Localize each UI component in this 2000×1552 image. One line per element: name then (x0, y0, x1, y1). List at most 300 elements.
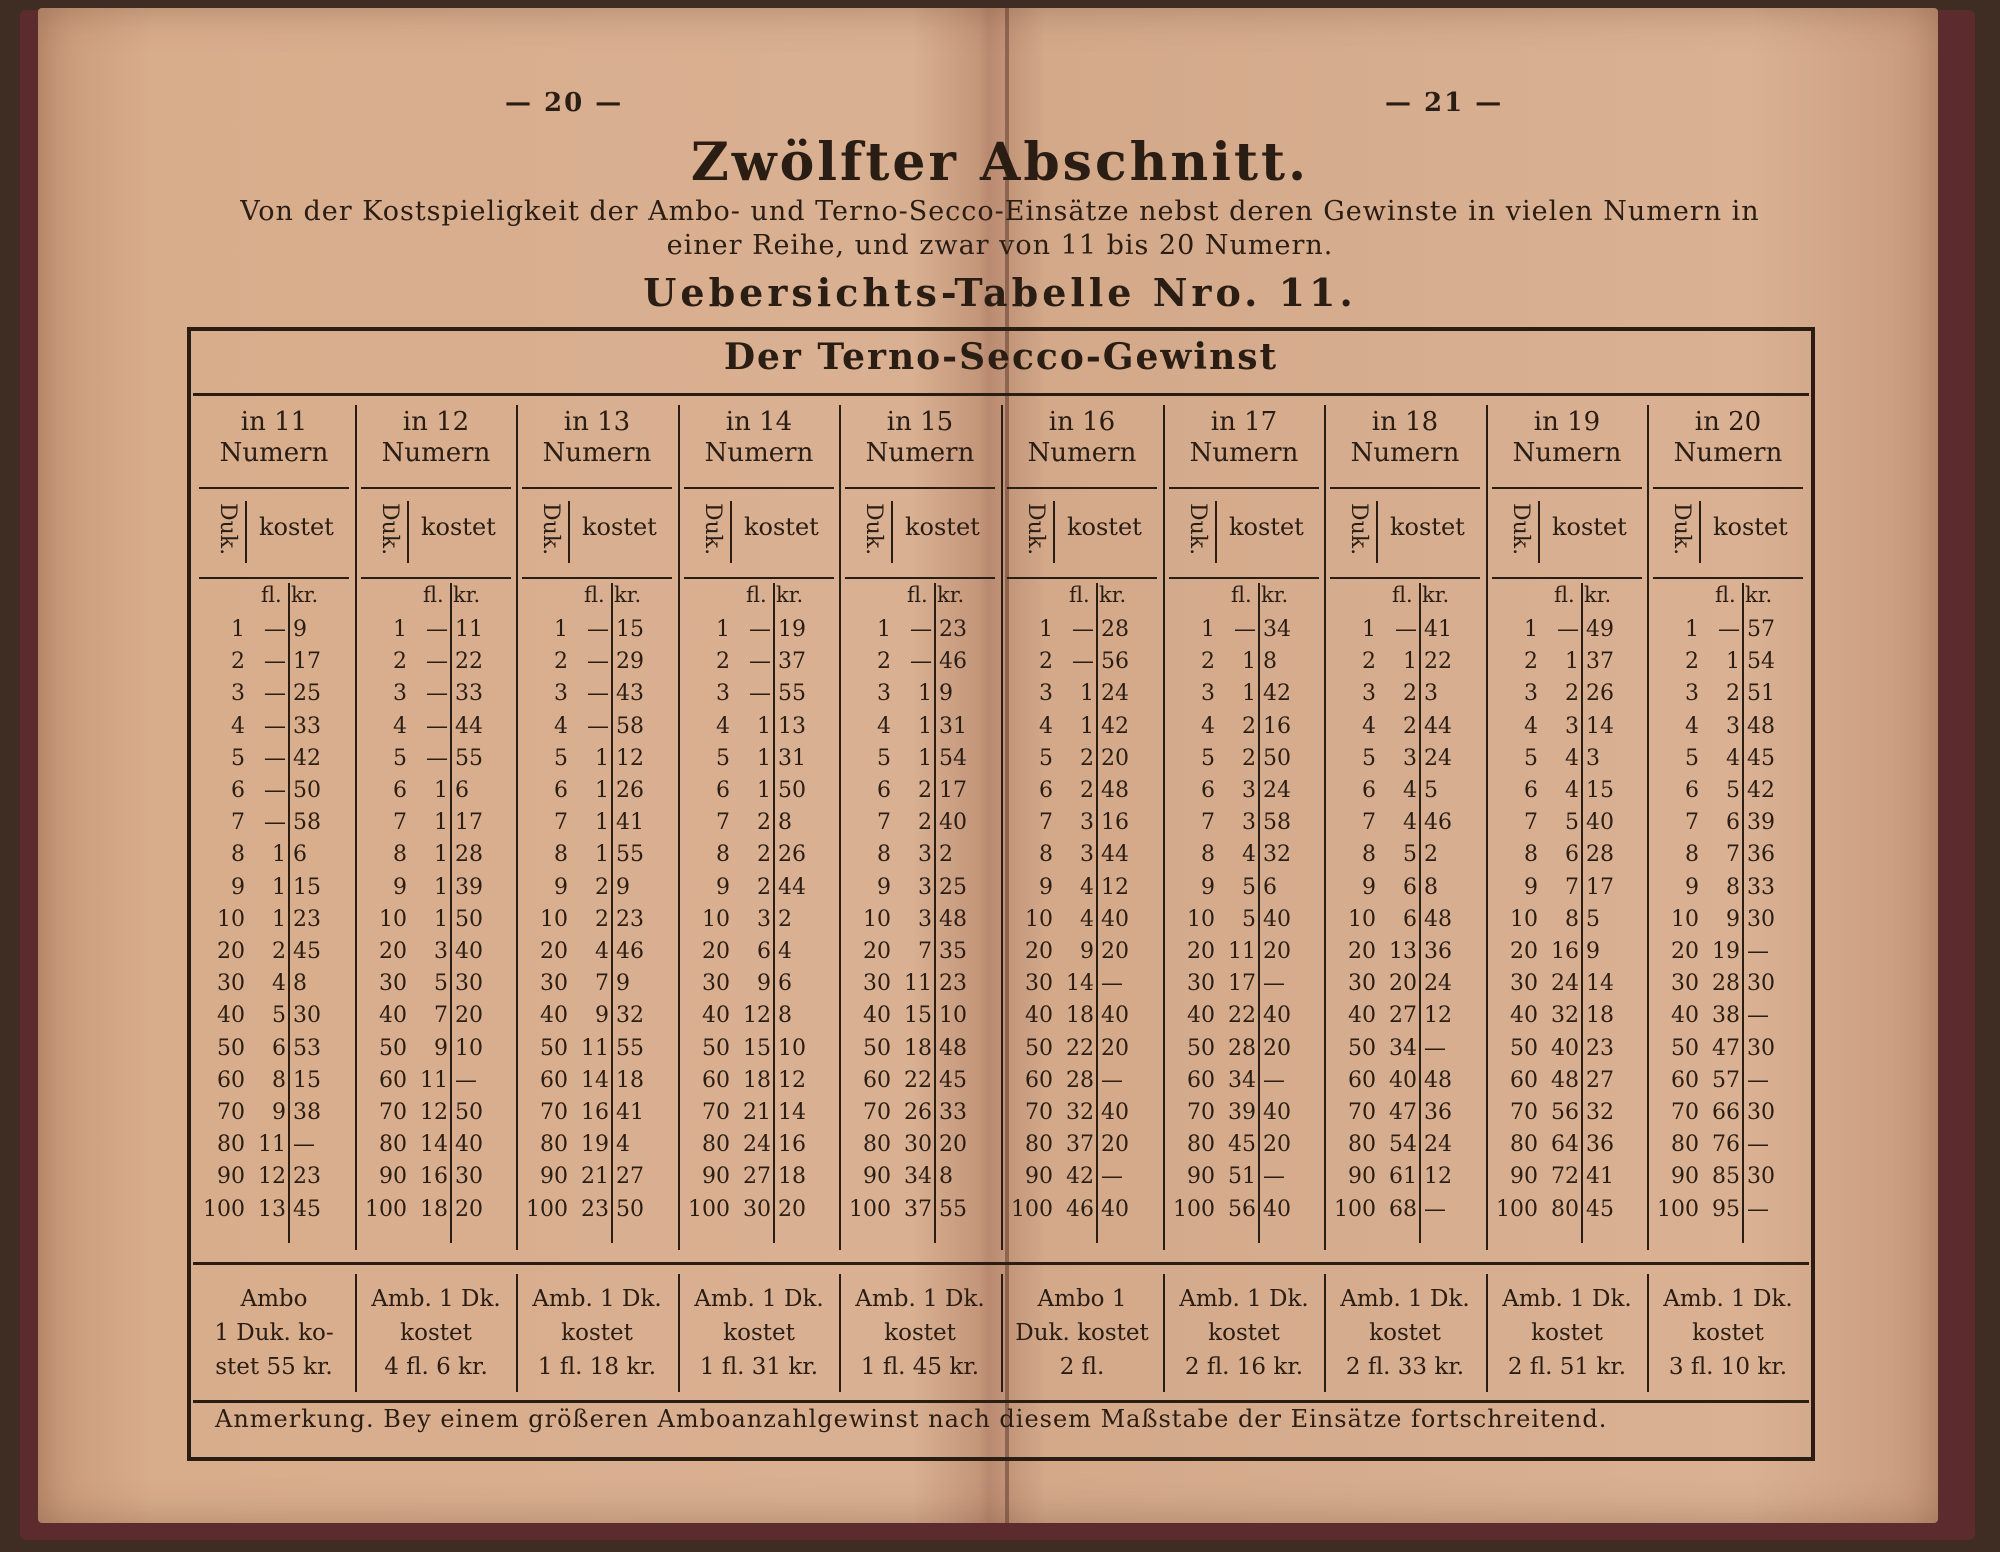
cost-kr: 41 (1424, 617, 1452, 642)
cost-fl: — (1072, 617, 1094, 642)
duk-count: 40 (863, 1003, 891, 1028)
duk-count: 80 (540, 1132, 568, 1157)
cost-fl: 3 (1080, 810, 1094, 835)
kostet-label: kostet (1390, 513, 1465, 541)
table-row (1647, 1036, 1809, 1068)
column-divider (1163, 405, 1165, 1250)
cost-fl: 11 (1228, 939, 1256, 964)
cost-fl: 2 (1242, 746, 1256, 771)
duk-count: 80 (1025, 1132, 1053, 1157)
duk-count: 20 (863, 939, 891, 964)
cost-fl: 13 (258, 1197, 286, 1222)
table-row (193, 810, 355, 842)
cost-kr: 50 (455, 1100, 483, 1125)
cost-fl: — (749, 617, 771, 642)
duk-count: 6 (877, 778, 891, 803)
table-row (839, 746, 1001, 778)
cost-kr: 43 (616, 681, 644, 706)
table-row (1163, 810, 1325, 842)
ambo-divider (355, 1274, 357, 1392)
subheader-divider (1699, 501, 1701, 563)
cost-fl: — (749, 681, 771, 706)
table-row (355, 1003, 517, 1035)
cost-fl: 1 (595, 778, 609, 803)
cost-kr: 48 (1747, 714, 1775, 739)
cost-kr: 11 (455, 617, 483, 642)
table-row (1324, 875, 1486, 907)
header-rule (1330, 487, 1480, 489)
subheader-divider (1215, 501, 1217, 563)
duk-count: 7 (1685, 810, 1699, 835)
column-header-line2: Numern (381, 438, 491, 468)
table-row (1486, 778, 1648, 810)
duk-count: 70 (217, 1100, 245, 1125)
table-column (1163, 405, 1325, 1250)
cost-fl: 1 (1242, 649, 1256, 674)
cost-kr: 20 (1101, 939, 1129, 964)
ambo-line: 2 fl. (1059, 1354, 1105, 1380)
cost-fl: 9 (1080, 939, 1094, 964)
duk-count: 30 (1510, 971, 1538, 996)
cost-fl: 56 (1228, 1197, 1256, 1222)
cost-fl: 1 (272, 875, 286, 900)
cost-kr: 55 (455, 746, 483, 771)
duk-count: 30 (863, 971, 891, 996)
duk-count: 30 (702, 971, 730, 996)
column-header (1486, 407, 1648, 469)
cost-kr: 12 (1424, 1164, 1452, 1189)
duk-count: 7 (716, 810, 730, 835)
duk-count: 10 (1187, 907, 1215, 932)
ambo-line: Amb. 1 Dk. (1179, 1286, 1309, 1312)
table-row (1163, 939, 1325, 971)
cost-fl: 7 (1726, 842, 1740, 867)
cost-kr: 45 (293, 1197, 321, 1222)
duk-count: 30 (217, 971, 245, 996)
cost-kr: 48 (939, 1036, 967, 1061)
duk-count: 70 (379, 1100, 407, 1125)
cost-fl: 40 (1551, 1036, 1579, 1061)
cost-fl: 9 (272, 1100, 286, 1125)
cost-fl: 11 (258, 1132, 286, 1157)
table-row (1001, 681, 1163, 713)
duk-count: 4 (1362, 714, 1376, 739)
cost-fl: 7 (434, 1003, 448, 1028)
duk-count: 1 (1524, 617, 1538, 642)
ambo-line: Amb. 1 Dk. (855, 1286, 985, 1312)
duk-count: 3 (393, 681, 407, 706)
cost-fl: 1 (918, 714, 932, 739)
cost-kr: 33 (293, 714, 321, 739)
table-column (355, 405, 517, 1250)
duk-count: 2 (1039, 649, 1053, 674)
ambo-line: Ambo 1 (1037, 1286, 1127, 1312)
ambo-divider (1001, 1274, 1003, 1392)
duk-count: 3 (1362, 681, 1376, 706)
cost-kr: 30 (293, 1003, 321, 1028)
kr-label: kr. (1584, 583, 1612, 607)
table-row (1001, 810, 1163, 842)
table-row (839, 907, 1001, 939)
cost-kr: 3 (1586, 746, 1600, 771)
duk-count: 90 (1510, 1164, 1538, 1189)
kr-label: kr. (776, 583, 804, 607)
header-rule (1653, 487, 1803, 489)
cost-fl: — (426, 617, 448, 642)
table-row (1001, 1003, 1163, 1035)
cost-fl: 54 (1389, 1132, 1417, 1157)
table-row (1324, 1036, 1486, 1068)
cost-kr: 30 (455, 971, 483, 996)
ambo-line: 2 fl. 16 kr. (1184, 1354, 1304, 1380)
column-header (193, 407, 355, 469)
table-row (1163, 1164, 1325, 1196)
ambo-line: Ambo (240, 1286, 308, 1312)
table-row (1001, 778, 1163, 810)
column-header-line2: Numern (1027, 438, 1137, 468)
subheader-rule (199, 577, 349, 579)
cost-kr: 20 (455, 1197, 483, 1222)
cost-kr: 9 (293, 617, 307, 642)
table-row (1486, 1197, 1648, 1229)
cost-fl: — (910, 649, 932, 674)
cost-kr: 55 (939, 1197, 967, 1222)
duk-count: 80 (379, 1132, 407, 1157)
duk-count: 30 (1187, 971, 1215, 996)
page-number-right: — 21 — (1385, 88, 1504, 118)
table-row (1324, 810, 1486, 842)
kostet-label: kostet (744, 513, 819, 541)
table-row (355, 1197, 517, 1229)
cost-fl: 2 (1403, 714, 1417, 739)
table-row (1163, 907, 1325, 939)
table-row (193, 746, 355, 778)
table-row (839, 971, 1001, 1003)
column-divider (1324, 405, 1326, 1250)
table-row (1324, 971, 1486, 1003)
ambo-cost-cell (1647, 1282, 1809, 1384)
duk-count: 9 (1524, 875, 1538, 900)
kostet-label: kostet (582, 513, 657, 541)
cost-fl: 8 (1726, 875, 1740, 900)
cost-fl: 14 (581, 1068, 609, 1093)
table-row (1163, 1100, 1325, 1132)
table-row (1486, 1036, 1648, 1068)
table-row (1001, 907, 1163, 939)
kr-label: kr. (453, 583, 481, 607)
table-row (678, 1132, 840, 1164)
cost-kr: 54 (1747, 649, 1775, 674)
cost-kr: 9 (1586, 939, 1600, 964)
duk-count: 4 (716, 714, 730, 739)
cost-fl: 17 (1228, 971, 1256, 996)
cost-fl: 11 (420, 1068, 448, 1093)
table-column (678, 405, 840, 1250)
cost-fl: 1 (434, 778, 448, 803)
cost-kr: 17 (293, 649, 321, 674)
section-title: Zwölfter Abschnitt. (690, 132, 1310, 193)
table-row (678, 649, 840, 681)
cost-kr: 31 (778, 746, 806, 771)
cost-kr: 14 (778, 1100, 806, 1125)
cost-kr: 6 (293, 842, 307, 867)
table-row (839, 1164, 1001, 1196)
cost-fl: 34 (1389, 1036, 1417, 1061)
cost-fl: 5 (1565, 810, 1579, 835)
cost-fl: 15 (904, 1003, 932, 1028)
cost-fl: — (264, 714, 286, 739)
cost-kr: 46 (616, 939, 644, 964)
cost-kr: 9 (939, 681, 953, 706)
cost-kr: 42 (1747, 778, 1775, 803)
cost-kr: 33 (939, 1100, 967, 1125)
table-row (516, 810, 678, 842)
cost-kr: 54 (939, 746, 967, 771)
table-row (678, 971, 840, 1003)
cost-kr: 15 (616, 617, 644, 642)
ambo-divider (1486, 1274, 1488, 1392)
table-column (1324, 405, 1486, 1250)
cost-fl: 51 (1228, 1164, 1256, 1189)
fl-label: fl. (746, 583, 767, 607)
cost-fl: 21 (581, 1164, 609, 1189)
table-row (839, 1068, 1001, 1100)
table-row (516, 971, 678, 1003)
duk-count: 1 (877, 617, 891, 642)
ambo-line: 1 fl. 45 kr. (860, 1354, 980, 1380)
ambo-line: stet 55 kr. (215, 1354, 333, 1380)
cost-kr: 31 (939, 714, 967, 739)
column-header-line1: in 15 (886, 407, 954, 437)
table-row (1324, 649, 1486, 681)
duk-count: 40 (540, 1003, 568, 1028)
cost-kr: — (1101, 1068, 1123, 1093)
table-row (355, 617, 517, 649)
ambo-line: Amb. 1 Dk. (1502, 1286, 1632, 1312)
cost-fl: — (1395, 617, 1417, 642)
column-header-line2: Numern (1512, 438, 1622, 468)
duk-count: 100 (203, 1197, 245, 1222)
table-row (1486, 875, 1648, 907)
table-row (1324, 907, 1486, 939)
duk-count: 10 (217, 907, 245, 932)
cost-kr: 50 (778, 778, 806, 803)
table-row (516, 746, 678, 778)
cost-fl: — (426, 681, 448, 706)
cost-fl: 4 (1403, 778, 1417, 803)
cost-kr: 12 (1424, 1003, 1452, 1028)
duk-count: 7 (1201, 810, 1215, 835)
cost-fl: — (264, 649, 286, 674)
cost-kr: 23 (293, 1164, 321, 1189)
duk-count: 6 (554, 778, 568, 803)
table-row (516, 778, 678, 810)
subheader-divider (568, 501, 570, 563)
duk-count: 5 (1362, 746, 1376, 771)
header-rule (1169, 487, 1319, 489)
cost-kr: 41 (616, 1100, 644, 1125)
cost-fl: 3 (918, 907, 932, 932)
cost-fl: 18 (1066, 1003, 1094, 1028)
cost-kr: 45 (939, 1068, 967, 1093)
cost-kr: 40 (1263, 1197, 1291, 1222)
cost-fl: 2 (1726, 681, 1740, 706)
cost-fl: 2 (1080, 778, 1094, 803)
kr-label: kr. (1422, 583, 1450, 607)
cost-kr: 26 (616, 778, 644, 803)
cost-kr: 5 (1424, 778, 1438, 803)
cost-kr: 40 (455, 939, 483, 964)
duk-count: 5 (1201, 746, 1215, 771)
duk-count: 8 (1039, 842, 1053, 867)
duk-count: 6 (231, 778, 245, 803)
table-row (678, 1068, 840, 1100)
cost-fl: 6 (1403, 907, 1417, 932)
duk-count: 4 (393, 714, 407, 739)
cost-kr: 40 (1101, 1197, 1129, 1222)
cost-fl: 19 (581, 1132, 609, 1157)
cost-fl: 9 (434, 1036, 448, 1061)
table-title: Uebersichts-Tabelle Nro. 11. (643, 270, 1357, 315)
cost-kr: 40 (939, 810, 967, 835)
table-row (355, 746, 517, 778)
duk-count: 2 (1362, 649, 1376, 674)
table-row (1486, 1068, 1648, 1100)
cost-kr: — (1424, 1036, 1446, 1061)
cost-fl: 3 (1242, 778, 1256, 803)
duk-count: 80 (1348, 1132, 1376, 1157)
cost-kr: 24 (1101, 681, 1129, 706)
duk-count: 2 (716, 649, 730, 674)
header-rule (1492, 487, 1642, 489)
ambo-divider (516, 1274, 518, 1392)
duk-count: 7 (1362, 810, 1376, 835)
duk-count: 2 (231, 649, 245, 674)
cost-fl: 1 (595, 810, 609, 835)
cost-fl: 9 (1726, 907, 1740, 932)
table-row (1647, 1068, 1809, 1100)
table-row (1163, 875, 1325, 907)
table-row (355, 939, 517, 971)
duk-count: 8 (231, 842, 245, 867)
cost-fl: 39 (1228, 1100, 1256, 1125)
duk-count: 5 (1039, 746, 1053, 771)
cost-kr: 42 (1263, 681, 1291, 706)
ambo-line: Amb. 1 Dk. (532, 1286, 662, 1312)
table-row (678, 681, 840, 713)
duk-count: 70 (1187, 1100, 1215, 1125)
ambo-cost-cell (678, 1282, 840, 1384)
cost-fl: 57 (1712, 1068, 1740, 1093)
cost-kr: 45 (1747, 746, 1775, 771)
cost-fl: 76 (1712, 1132, 1740, 1157)
cost-kr: 46 (1424, 810, 1452, 835)
cost-kr: 42 (293, 746, 321, 771)
table-row (839, 649, 1001, 681)
cost-fl: 3 (434, 939, 448, 964)
cost-fl: 22 (904, 1068, 932, 1093)
cost-kr: 24 (1263, 778, 1291, 803)
table-row (193, 1100, 355, 1132)
cost-fl: 4 (1565, 778, 1579, 803)
duk-count: 20 (1510, 939, 1538, 964)
ambo-line: Duk. kostet (1015, 1320, 1149, 1346)
cost-kr: 39 (1747, 810, 1775, 835)
table-row (193, 1197, 355, 1229)
duk-count: 6 (393, 778, 407, 803)
table-row (516, 875, 678, 907)
duk-count: 1 (1685, 617, 1699, 642)
table-row (1163, 714, 1325, 746)
ambo-line: Amb. 1 Dk. (371, 1286, 501, 1312)
duk-count: 90 (1187, 1164, 1215, 1189)
ambo-cost-cell (193, 1282, 355, 1384)
cost-fl: 72 (1551, 1164, 1579, 1189)
table-row (1324, 681, 1486, 713)
table-row (193, 907, 355, 939)
duk-count: 5 (877, 746, 891, 771)
cost-kr: 8 (778, 1003, 792, 1028)
ambo-cost-cell (1486, 1282, 1648, 1384)
duk-count: 70 (540, 1100, 568, 1125)
table-column (193, 405, 355, 1250)
cost-kr: 25 (939, 875, 967, 900)
cost-fl: 12 (743, 1003, 771, 1028)
cost-kr: 20 (1101, 1036, 1129, 1061)
table-row (1163, 746, 1325, 778)
duk-count: 60 (1348, 1068, 1376, 1093)
cost-fl: 4 (1565, 746, 1579, 771)
cost-kr: 55 (616, 1036, 644, 1061)
duk-count: 60 (217, 1068, 245, 1093)
duk-count: 5 (716, 746, 730, 771)
cost-fl: 1 (757, 746, 771, 771)
cost-fl: 3 (1403, 746, 1417, 771)
cost-kr: 48 (1424, 907, 1452, 932)
duk-label: Duk. (538, 503, 563, 556)
cost-kr: 28 (1586, 842, 1614, 867)
table-caption: Der Terno-Secco-Gewinst (723, 336, 1279, 378)
table-row (355, 778, 517, 810)
cost-fl: 5 (434, 971, 448, 996)
cost-fl: 22 (1066, 1036, 1094, 1061)
cost-kr: — (1747, 939, 1769, 964)
table-row (1001, 1068, 1163, 1100)
cost-fl: 16 (420, 1164, 448, 1189)
column-header (355, 407, 517, 469)
duk-count: 7 (393, 810, 407, 835)
column-header-line1: in 17 (1210, 407, 1278, 437)
cost-kr: 28 (455, 842, 483, 867)
cost-fl: 2 (1403, 681, 1417, 706)
table-row (1486, 746, 1648, 778)
duk-count: 60 (863, 1068, 891, 1093)
subheader-rule (1492, 577, 1642, 579)
table-row (1163, 1003, 1325, 1035)
table-row (1324, 714, 1486, 746)
duk-count: 8 (554, 842, 568, 867)
cost-fl: 95 (1712, 1197, 1740, 1222)
duk-count: 90 (1671, 1164, 1699, 1189)
table-row (193, 1003, 355, 1035)
ambo-line: kostet (1369, 1320, 1441, 1346)
duk-count: 3 (1524, 681, 1538, 706)
table-row (1647, 649, 1809, 681)
cost-kr: 40 (1101, 1003, 1129, 1028)
cost-fl: 24 (743, 1132, 771, 1157)
table-row (678, 714, 840, 746)
cost-kr: 4 (778, 939, 792, 964)
